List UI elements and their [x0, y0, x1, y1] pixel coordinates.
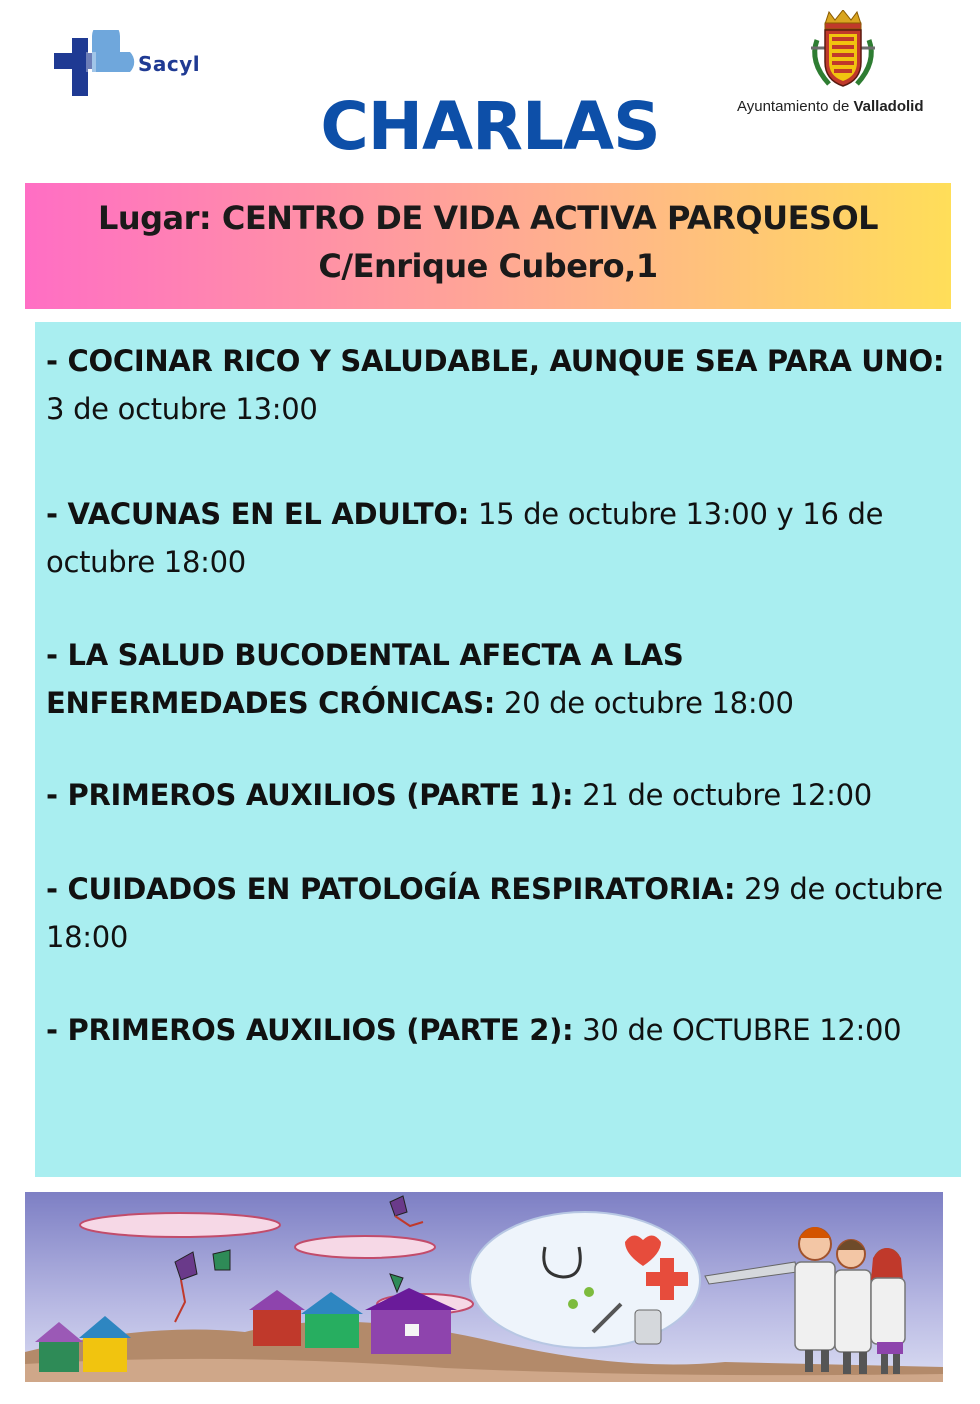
location-venue: Lugar: CENTRO DE VIDA ACTIVA PARQUESOL [97, 199, 879, 237]
talk-title: - COCINAR RICO Y SALUDABLE, AUNQUE SEA PARA UNO: [46, 344, 945, 378]
talk-item [46, 490, 951, 586]
talk-title: - VACUNAS EN EL ADULTO: [46, 497, 470, 531]
talk-date: 20 de octubre 18:00 [495, 686, 794, 720]
talk-item [46, 771, 951, 819]
talk-date: 21 de octubre 12:00 [573, 778, 872, 812]
valladolid-coat-of-arms-icon [803, 10, 883, 92]
talk-date: 30 de OCTUBRE 12:00 [573, 1013, 902, 1047]
sacyl-logo-text: Sacyl [138, 52, 201, 76]
ayuntamiento-text: Ayuntamiento de Valladolid [737, 98, 924, 115]
talk-date: 3 de octubre 13:00 [46, 392, 318, 426]
talk-item [46, 631, 951, 727]
talk-item [46, 865, 951, 961]
talk-item [46, 337, 951, 433]
talk-title: - PRIMEROS AUXILIOS (PARTE 2): [46, 1013, 574, 1047]
talks-panel [35, 322, 961, 1177]
talk-title: - PRIMEROS AUXILIOS (PARTE 1): [46, 778, 574, 812]
talk-date: 29 de octubre 18:00 [46, 872, 943, 954]
village-kites-doctors-illustration [25, 1192, 943, 1382]
talk-date: 15 de octubre 13:00 y 16 de octubre 18:00 [46, 497, 884, 579]
valladolid-logo [730, 10, 955, 125]
pills-icon [635, 1310, 661, 1344]
talk-item [46, 1006, 951, 1054]
location-address: C/Enrique Cubero,1 [318, 247, 658, 285]
talk-title: - CUIDADOS EN PATOLOGÍA RESPIRATORIA: [46, 872, 736, 906]
talk-title: - LA SALUD BUCODENTAL AFECTA A LAS ENFERMEDADES CRÓNICAS: [46, 638, 684, 720]
kite-icon [213, 1250, 230, 1270]
location-banner [25, 183, 951, 309]
page-title: CHARLAS [320, 88, 660, 165]
children-drawing-illustration [25, 1192, 943, 1382]
